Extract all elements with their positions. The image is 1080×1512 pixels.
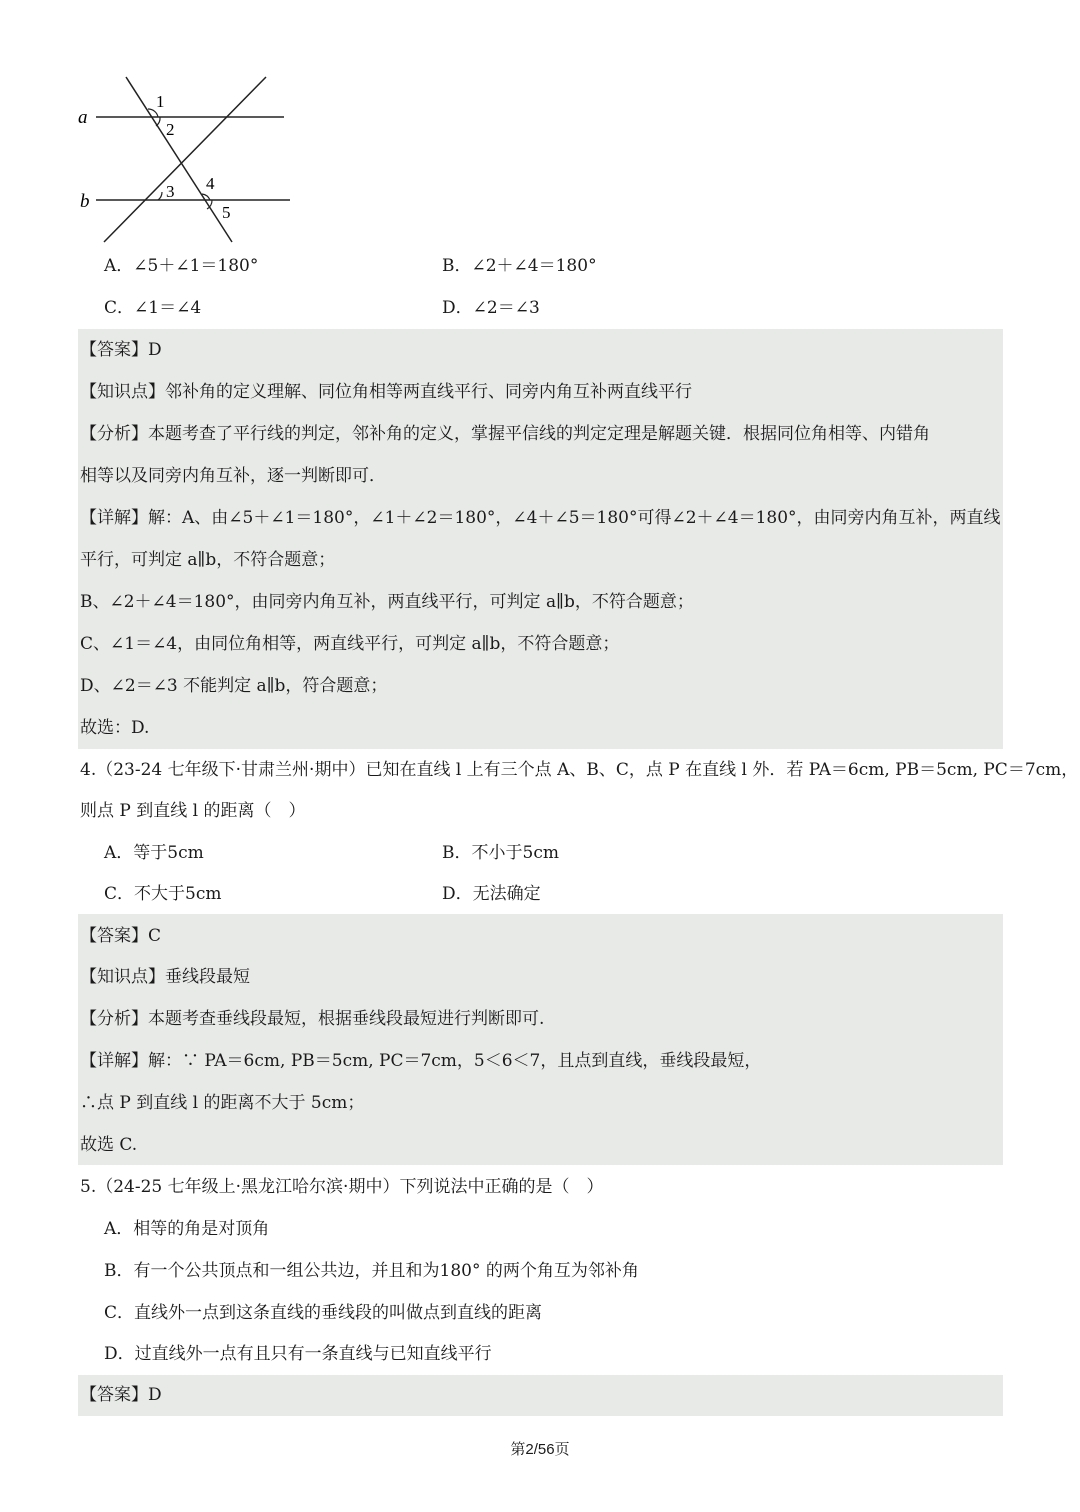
- q4-detail-line-2: ∴点 P 到直线 l 的距离不大于 5cm；: [80, 1093, 365, 1113]
- q3-option-d: [442, 300, 540, 317]
- q4-answer: 【答案】C: [80, 926, 162, 946]
- q4-stem-line-2: 则点 P 到直线 l 的距离（ ）: [80, 801, 306, 821]
- q3-detail-line-2: 平行，可判定 a∥b，不符合题意；: [80, 550, 336, 570]
- q5-answer: 【答案】D: [80, 1385, 162, 1405]
- q3-analysis-line-1: 【分析】本题考查了平行线的判定，邻补角的定义，掌握平信线的判定定理是解题关键．根据同位角相等、内错角: [80, 424, 930, 444]
- option-letter: C．: [104, 884, 135, 904]
- label-1: 1: [156, 92, 165, 111]
- angle-arc-3: [158, 192, 162, 200]
- q3-detail-c: C、∠1＝∠4，由同位角相等，两直线平行，可判定 a∥b，不符合题意；: [80, 634, 620, 654]
- option-letter: A．: [104, 1219, 134, 1239]
- option-text: 有一个公共顶点和一组公共边，并且和为180° 的两个角互为邻补角: [133, 1261, 639, 1281]
- option-text: ∠2＝∠3: [472, 298, 540, 318]
- option-text: 相等的角是对顶角: [133, 1219, 270, 1239]
- q3-conclusion: 故选：D.: [80, 718, 150, 738]
- option-letter: C．: [104, 298, 135, 318]
- label-a: a: [78, 107, 88, 128]
- option-text: 过直线外一点有且只有一条直线与已知直线平行: [134, 1344, 492, 1364]
- q4-knowledge: 【知识点】垂线段最短: [80, 967, 250, 987]
- q5-option-a: [104, 1221, 269, 1238]
- q4-option-b: [442, 845, 559, 862]
- option-letter: B．: [104, 1261, 134, 1281]
- label-5: 5: [222, 203, 231, 222]
- page-number: 第2/56页: [510, 1441, 570, 1458]
- q4-detail-line-1: 【详解】解：∵ PA＝6cm, PB＝5cm, PC＝7cm，5＜6＜7，且点到直线，垂线段最短，: [80, 1051, 762, 1071]
- option-text: 不大于5cm: [134, 884, 222, 904]
- label-3: 3: [166, 182, 175, 201]
- q3-option-b: [442, 258, 597, 275]
- option-letter: A．: [104, 843, 134, 863]
- q3-option-c: [104, 300, 201, 317]
- label-4: 4: [206, 174, 215, 193]
- label-2: 2: [166, 120, 175, 139]
- q4-solution-box: [78, 914, 1003, 1165]
- option-text: 直线外一点到这条直线的垂线段的叫做点到直线的距离: [134, 1303, 543, 1323]
- q3-detail-line-1: 【详解】解：A、由∠5＋∠1＝180°，∠1＋∠2＝180°，∠4＋∠5＝180°可得∠2＋∠4＝180°，由同旁内角互补，两直线: [80, 508, 1001, 528]
- q3-answer: 【答案】D: [80, 340, 162, 360]
- q3-analysis-line-2: 相等以及同旁内角互补，逐一判断即可．: [80, 466, 386, 486]
- q5-option-c: [104, 1305, 542, 1322]
- q3-option-a: [104, 258, 258, 275]
- q4-stem-line-1: 4.（23-24 七年级下·甘肃兰州·期中）已知在直线 l 上有三个点 A、B、C，点 P 在直线 l 外．若 PA＝6cm, PB＝5cm, PC＝7cm，: [80, 760, 1079, 780]
- option-text: 无法确定: [472, 884, 541, 904]
- option-letter: B．: [442, 843, 472, 863]
- q4-analysis: 【分析】本题考查垂线段最短，根据垂线段最短进行判断即可.: [80, 1009, 545, 1029]
- option-text: ∠1＝∠4: [134, 298, 202, 318]
- q3-detail-d: D、∠2＝∠3 不能判定 a∥b，符合题意；: [80, 676, 388, 696]
- option-text: 等于5cm: [133, 843, 204, 863]
- q5-stem: 5.（24-25 七年级上·黑龙江哈尔滨·期中）下列说法中正确的是（ ）: [80, 1177, 604, 1197]
- option-text: ∠2＋∠4＝180°: [471, 256, 597, 276]
- option-letter: B．: [442, 256, 472, 276]
- label-b: b: [80, 191, 90, 212]
- option-letter: C．: [104, 1303, 135, 1323]
- q4-option-d: [442, 886, 541, 903]
- q3-detail-b: B、∠2＋∠4＝180°，由同旁内角互补，两直线平行，可判定 a∥b，不符合题意；: [80, 592, 694, 612]
- option-text: 不小于5cm: [471, 843, 559, 863]
- q3-knowledge: 【知识点】邻补角的定义理解、同位角相等两直线平行、同旁内角互补两直线平行: [80, 382, 692, 402]
- option-letter: D．: [104, 1344, 135, 1364]
- parallel-lines-diagram: [70, 70, 310, 250]
- option-letter: D．: [442, 298, 473, 318]
- q4-option-a: [104, 845, 204, 862]
- q4-conclusion: 故选 C.: [80, 1135, 138, 1155]
- q5-option-d: [104, 1346, 492, 1363]
- q4-option-c: [104, 886, 221, 903]
- option-letter: A．: [104, 256, 134, 276]
- q5-solution-box: [78, 1375, 1003, 1416]
- transversal-1: [126, 77, 232, 242]
- option-letter: D．: [442, 884, 473, 904]
- transversal-2: [104, 77, 266, 242]
- q5-option-b: [104, 1263, 639, 1280]
- option-text: ∠5＋∠1＝180°: [133, 256, 259, 276]
